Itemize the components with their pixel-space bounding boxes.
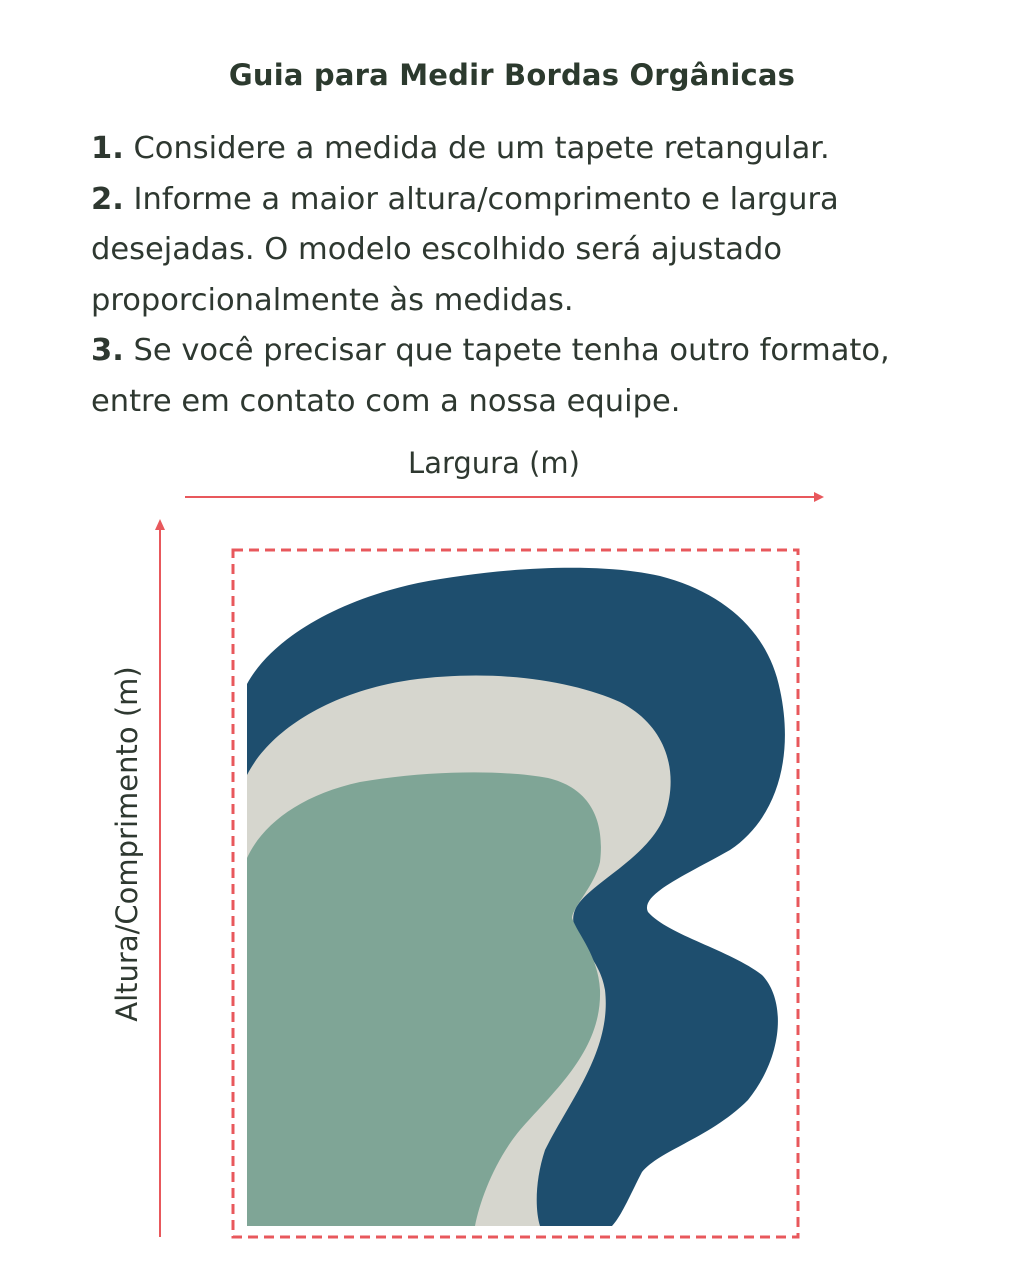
step-number: 2. — [91, 181, 124, 217]
height-arrow — [155, 519, 165, 1237]
step-text: Se você precisar que tapete tenha outro formato, entre em contato com a nossa equipe. — [91, 333, 890, 419]
step-text: Considere a medida de um tapete retangular. — [123, 131, 830, 166]
width-arrow — [185, 492, 824, 502]
width-axis-label: Largura (m) — [408, 446, 580, 480]
organic-rug — [247, 568, 785, 1226]
step-text: Informe a maior altura/comprimento e largura desejadas. O modelo escolhido será ajustado proporcionalmente às medidas. — [91, 181, 839, 318]
guide-title: Guia para Medir Bordas Orgânicas — [228, 58, 796, 92]
step-number: 1. — [91, 131, 124, 166]
step-number: 3. — [91, 333, 124, 368]
height-axis-label: Altura/Comprimento (m) — [110, 666, 144, 1022]
